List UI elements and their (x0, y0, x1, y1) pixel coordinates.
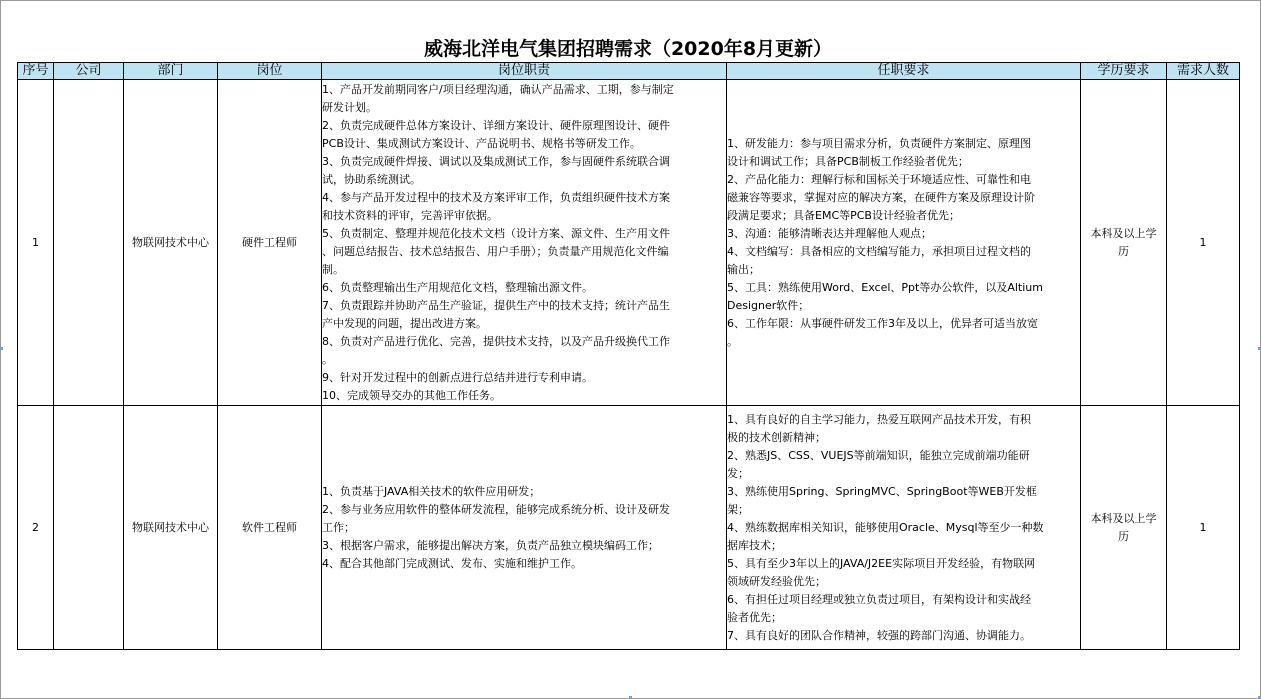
education-line: 本科及以上学 (1090, 511, 1157, 525)
requirement-line: 1、研发能力：参与项目需求分析，负责硬件方案制定、原理图 (727, 136, 1031, 150)
requirement-line: 领域研发经验优先； (727, 574, 826, 588)
requirement-line: 输出； (727, 262, 760, 276)
requirement-line: 5、工具：熟练使用Word、Excel、Ppt等办公软件，以及Altium (727, 280, 1043, 294)
duty-line: 3、负责完成硬件焊接、调试以及集成测试工作，参与固硬件系统联合调 (322, 154, 670, 168)
education-line: 历 (1118, 244, 1129, 258)
duty-line: 9、针对开发过程中的创新点进行总结并进行专利申请。 (322, 370, 593, 384)
cell-seq[interactable]: 2 (18, 406, 54, 650)
requirement-line: 设计和调试工作；具备PCB制板工作经验者优先； (727, 154, 969, 168)
requirement-line: 据库技术； (727, 538, 782, 552)
requirement-line: 段满足要求；具备EMC等PCB设计经验者优先； (727, 208, 960, 222)
cell-requirements[interactable] (727, 80, 1081, 406)
education-line: 历 (1118, 529, 1129, 543)
requirement-line: 磁兼容等要求，掌握对应的解决方案，在硬件方案及原理设计阶 (727, 190, 1035, 204)
duty-line: 2、负责完成硬件总体方案设计、详细方案设计、硬件原理图设计、硬件 (322, 118, 670, 132)
requirement-line: 发； (727, 466, 749, 480)
duty-line: 5、负责制定、整理并规范化技术文档（设计方案、源文件、生产用文件 (322, 226, 670, 240)
requirement-line: 4、熟练数据库相关知识，能够使用Oracle、Mysql等至少一种数 (727, 520, 1044, 534)
page-title: 威海北洋电气集团招聘需求（2020年8月更新） (423, 38, 833, 60)
header-requirements[interactable]: 任职要求 (727, 63, 1081, 80)
header-duties[interactable]: 岗位职责 (322, 63, 727, 80)
duty-line: 3、根据客户需求，能够提出解决方案，负责产品独立模块编码工作； (322, 538, 659, 552)
duty-line: 4、参与产品开发过程中的技术及方案评审工作，负责组织硬件技术方案 (322, 190, 670, 204)
resize-handle-left[interactable] (0, 347, 3, 350)
requirement-line: 3、熟练使用Spring、SpringMVC、SpringBoot等WEB开发框 (727, 484, 1037, 498)
duty-line: 1、负责基于JAVA相关技术的软件应用研发； (322, 484, 541, 498)
cell-position[interactable]: 软件工程师 (218, 406, 322, 650)
requirement-line: 3、沟通：能够清晰表达并理解他人观点； (727, 226, 932, 240)
requirement-line: 。 (727, 334, 738, 348)
table-row (18, 80, 1240, 406)
cell-company[interactable] (54, 406, 124, 650)
header-education[interactable]: 学历要求 (1081, 63, 1167, 80)
cell-education[interactable] (1081, 80, 1167, 406)
cell-headcount[interactable]: 1 (1167, 80, 1240, 406)
header-row (18, 63, 1240, 80)
header-seq[interactable]: 序号 (18, 63, 54, 80)
requirement-line: Designer软件； (727, 298, 810, 312)
requirement-line: 2、产品化能力：理解行标和国标关于环境适应性、可靠性和电 (727, 172, 1031, 186)
duty-line: 试，协助系统测试。 (322, 172, 421, 186)
requirement-line: 验者优先； (727, 610, 782, 624)
requirement-line: 4、文档编写：具备相应的文档编写能力，承担项目过程文档的 (727, 244, 1031, 258)
header-headcount[interactable]: 需求人数 (1167, 63, 1240, 80)
header-position[interactable]: 岗位 (218, 63, 322, 80)
duty-line: 2、参与业务应用软件的整体研发流程，能够完成系统分析、设计及研发 (322, 502, 670, 516)
duty-line: 6、负责整理输出生产用规范化文档，整理输出源文件。 (322, 280, 593, 294)
requirement-line: 极的技术创新精神； (727, 430, 826, 444)
duty-line: 、问题总结报告、技术总结报告、用户手册）；负责量产用规范化文件编 (322, 244, 669, 258)
duty-line: 和技术资料的评审，完善评审依据。 (322, 208, 498, 222)
requirement-line: 2、熟悉JS、CSS、VUEJS等前端知识，能独立完成前端功能研 (727, 448, 1030, 462)
cell-headcount[interactable]: 1 (1167, 406, 1240, 650)
duty-line: 制。 (322, 262, 344, 276)
cell-duties[interactable] (322, 80, 727, 406)
duty-line: 。 (322, 352, 333, 366)
cell-requirements[interactable] (727, 406, 1081, 650)
header-company[interactable]: 公司 (54, 63, 124, 80)
duty-line: 4、配合其他部门完成测试、发布、实施和维护工作。 (322, 556, 582, 570)
cell-education[interactable] (1081, 406, 1167, 650)
duty-line: 工作； (322, 520, 355, 534)
duty-line: 7、负责跟踪并协助产品生产验证，提供生产中的技术支持；统计产品生 (322, 298, 670, 312)
requirement-line: 6、工作年限：从事硬件研发工作3年及以上，优异者可适当放宽 (727, 316, 1038, 330)
header-dept[interactable]: 部门 (124, 63, 218, 80)
duty-line: 8、负责对产品进行优化、完善，提供技术支持，以及产品升级换代工作 (322, 334, 670, 348)
requirement-line: 1、具有良好的自主学习能力，热爱互联网产品技术开发，有积 (727, 412, 1031, 426)
recruitment-table (17, 62, 1240, 650)
duty-line: 10、完成领导交办的其他工作任务。 (322, 388, 501, 402)
requirement-line: 6、有担任过项目经理或独立负责过项目，有架构设计和实战经 (727, 592, 1031, 606)
duty-line: 产中发现的问题，提出改进方案。 (322, 316, 487, 330)
duty-line: PCB设计、集成测试方案设计、产品说明书、规格书等研发工作。 (322, 136, 641, 150)
cell-company[interactable] (54, 80, 124, 406)
requirement-line: 5、具有至少3年以上的JAVA/J2EE实际项目开发经验，有物联网 (727, 556, 1036, 570)
duty-line: 研发计划。 (322, 100, 377, 114)
cell-dept[interactable]: 物联网技术中心 (124, 406, 218, 650)
requirement-line: 7、具有良好的团队合作精神，较强的跨部门沟通、协调能力。 (727, 628, 1031, 642)
cell-dept[interactable]: 物联网技术中心 (124, 80, 218, 406)
education-line: 本科及以上学 (1090, 226, 1157, 240)
cell-duties[interactable] (322, 406, 727, 650)
duty-line: 1、产品开发前期同客户/项目经理沟通，确认产品需求、工期，参与制定 (322, 82, 674, 96)
requirement-line: 架； (727, 502, 749, 516)
table-row (18, 406, 1240, 650)
cell-seq[interactable]: 1 (18, 80, 54, 406)
cell-position[interactable]: 硬件工程师 (218, 80, 322, 406)
